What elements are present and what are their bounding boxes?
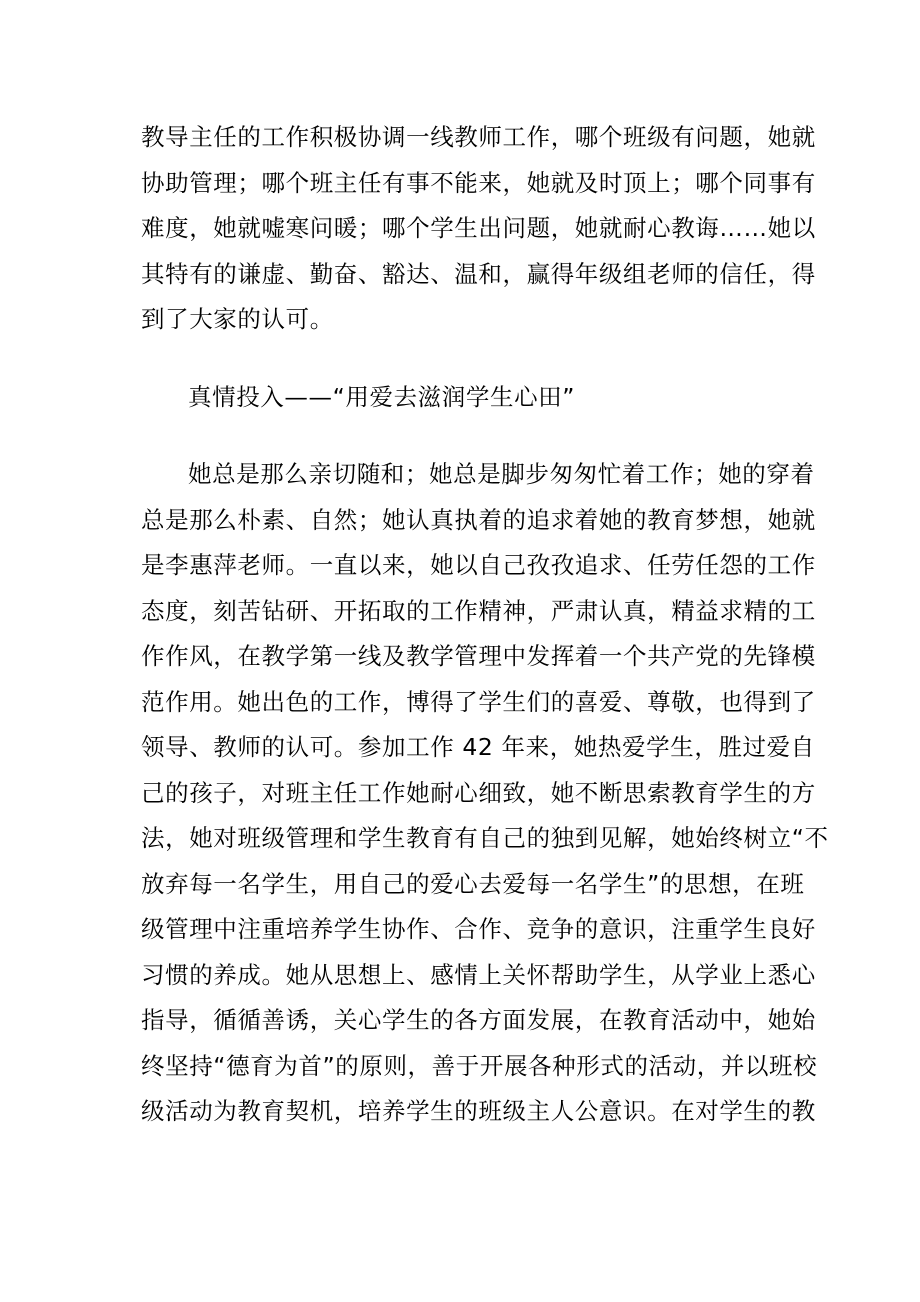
paragraph-line: 其特有的谦虚、勤奋、豁达、温和，赢得年级组老师的信任，得 <box>141 259 816 288</box>
paragraph-line: 终坚持“德育为首”的原则，善于开展各种形式的活动，并以班校 <box>141 1051 818 1080</box>
paragraph-line: 教导主任的工作积极协调一线教师工作，哪个班级有问题，她就 <box>141 123 816 151</box>
paragraph-line: 协助管理；哪个班主任有事不能来，她就及时顶上；哪个同事有 <box>141 168 816 197</box>
paragraph-line: 级管理中注重培养学生协作、合作、竞争的意识，注重学生良好 <box>141 915 816 943</box>
paragraph-line: 到了大家的认可。 <box>141 305 334 333</box>
paragraph-line: 领导、教师的认可。参加工作 42 年来，她热爱学生，胜过爱自 <box>141 733 815 761</box>
paragraph-line: 她总是那么亲切随和；她总是脚步匆匆忙着工作；她的穿着 <box>188 460 815 488</box>
paragraph-line: 放弃每一名学生，用自己的爱心去爱每一名学生”的思想，在班 <box>141 869 805 898</box>
paragraph-line: 难度，她就嘘寒问暖；哪个学生出问题，她就耐心教诲……她以 <box>141 214 816 242</box>
paragraph-line: 态度，刻苦钻研、开拓取的工作精神，严肃认真，精益求精的工 <box>141 596 816 625</box>
paragraph-line: 习惯的养成。她从思想上、感情上关怀帮助学生，从学业上悉心 <box>141 960 816 989</box>
paragraph-line: 指导，循循善诱，关心学生的各方面发展，在教育活动中，她始 <box>141 1006 816 1034</box>
section-heading-text: 真情投入——“用爱去滋润学生心田” <box>188 383 576 411</box>
section-heading <box>141 375 791 421</box>
paragraph-line: 是李惠萍老师。一直以来，她以自己孜孜追求、任劳任怨的工作 <box>141 551 816 579</box>
paragraph-line: 总是那么朴素、自然；她认真执着的追求着她的教育梦想，她就 <box>141 505 816 534</box>
paragraph-line: 级活动为教育契机，培养学生的班级主人公意识。在对学生的教 <box>141 1097 816 1125</box>
paragraph-1 <box>141 115 816 343</box>
paragraph-line: 法，她对班级管理和学生教育有自己的独到见解，她始终树立“不 <box>141 824 829 852</box>
paragraph-line: 作作风，在教学第一线及教学管理中发挥着一个共产党的先锋模 <box>141 642 816 670</box>
paragraph-line: 己的孩子，对班主任工作她耐心细致，她不断思索教育学生的方 <box>141 778 816 807</box>
paragraph-2 <box>141 452 829 1135</box>
paragraph-line: 范作用。她出色的工作，博得了学生们的喜爱、尊敬，也得到了 <box>141 687 816 716</box>
